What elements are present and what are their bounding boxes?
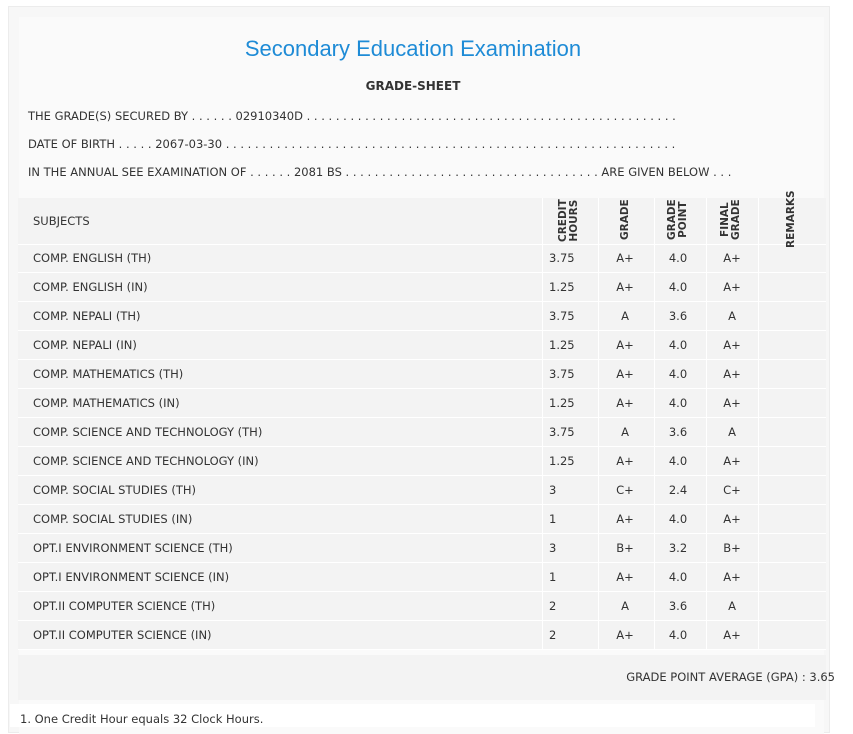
grade-cell: A — [621, 599, 629, 613]
credit-hours-cell: 3.75 — [549, 309, 575, 323]
grade-point-cell: 4.0 — [668, 570, 688, 584]
grade-point-cell: 3.6 — [668, 309, 688, 323]
header-grade-point: GRADE POINT — [666, 199, 689, 240]
gpa-summary: GRADE POINT AVERAGE (GPA) : 3.65 — [626, 670, 835, 684]
grade-point-cell: 4.0 — [668, 628, 688, 642]
header-grade: GRADE — [619, 199, 631, 240]
credit-hours-cell: 2 — [549, 628, 557, 642]
final-grade-cell: A+ — [723, 338, 741, 352]
table-row — [18, 563, 826, 592]
grade-point-cell: 3.6 — [668, 425, 688, 439]
info-examination-year: IN THE ANNUAL SEE EXAMINATION OF . . . . . . 2081 BS . . . . . . . . . . . . . . . . . . . . . . . . . . . . . . . . . . . ARE GIVEN BELOW . . . — [28, 165, 732, 179]
header-final-grade: FINAL GRADE — [719, 199, 742, 240]
subject-cell: COMP. MATHEMATICS (TH) — [33, 367, 184, 381]
grade-cell: A+ — [616, 251, 634, 265]
credit-hours-cell: 3.75 — [549, 251, 575, 265]
table-row — [18, 418, 826, 447]
info-date-of-birth: DATE OF BIRTH . . . . . 2067-03-30 . . . . . . . . . . . . . . . . . . . . . . . . . . . . . . . . . . . . . . . . . . . . . . . . . . . . . . . . . . . . . . — [28, 137, 676, 151]
final-grade-cell: A+ — [723, 396, 741, 410]
subject-cell: OPT.I ENVIRONMENT SCIENCE (TH) — [33, 541, 233, 555]
subject-cell: COMP. SCIENCE AND TECHNOLOGY (TH) — [33, 425, 263, 439]
final-grade-cell: C+ — [723, 483, 741, 497]
grade-point-cell: 2.4 — [668, 483, 688, 497]
subject-cell: COMP. NEPALI (IN) — [33, 338, 137, 352]
subject-cell: COMP. SOCIAL STUDIES (TH) — [33, 483, 197, 497]
subject-cell: COMP. SOCIAL STUDIES (IN) — [33, 512, 193, 526]
final-grade-cell: A+ — [723, 570, 741, 584]
grade-cell: C+ — [616, 483, 634, 497]
grade-point-cell: 4.0 — [668, 338, 688, 352]
table-row — [18, 273, 826, 302]
credit-hours-cell: 1.25 — [549, 454, 575, 468]
subject-cell: COMP. MATHEMATICS (IN) — [33, 396, 180, 410]
grade-point-cell: 4.0 — [668, 280, 688, 294]
table-row — [18, 302, 826, 331]
final-grade-cell: A+ — [723, 367, 741, 381]
grade-point-cell: 3.6 — [668, 599, 688, 613]
table-header-row — [18, 190, 826, 248]
credit-hours-cell: 3.75 — [549, 367, 575, 381]
header-credit-hours: CREDIT HOURS — [557, 199, 580, 242]
credit-hours-cell: 2 — [549, 599, 557, 613]
footnote: 1. One Credit Hour equals 32 Clock Hours. — [20, 712, 264, 726]
subject-cell: COMP. NEPALI (TH) — [33, 309, 141, 323]
grade-point-cell: 4.0 — [668, 512, 688, 526]
credit-hours-cell: 3.75 — [549, 425, 575, 439]
table-row — [18, 476, 826, 505]
credit-hours-cell: 3 — [549, 483, 557, 497]
final-grade-cell: A+ — [723, 280, 741, 294]
final-grade-cell: B+ — [723, 541, 741, 555]
credit-hours-cell: 1.25 — [549, 338, 575, 352]
credit-hours-cell: 1 — [549, 512, 557, 526]
table-row — [18, 621, 826, 650]
grade-point-cell: 4.0 — [668, 454, 688, 468]
page-subtitle: GRADE-SHEET — [365, 79, 461, 93]
grade-cell: A — [621, 309, 629, 323]
table-row — [18, 534, 826, 563]
table-row — [18, 331, 826, 360]
table-row — [18, 244, 826, 273]
grade-cell: A+ — [616, 338, 634, 352]
subject-cell: COMP. ENGLISH (IN) — [33, 280, 148, 294]
grade-cell: A — [621, 425, 629, 439]
credit-hours-cell: 1.25 — [549, 280, 575, 294]
table-row — [18, 592, 826, 621]
grade-cell: A+ — [616, 396, 634, 410]
table-row — [18, 505, 826, 534]
table-row — [18, 389, 826, 418]
page-title: Secondary Education Examination — [244, 36, 582, 61]
credit-hours-cell: 3 — [549, 541, 557, 555]
credit-hours-cell: 1.25 — [549, 396, 575, 410]
subject-cell: OPT.II COMPUTER SCIENCE (IN) — [33, 628, 212, 642]
table-row — [18, 447, 826, 476]
final-grade-cell: A — [728, 425, 736, 439]
grade-point-cell: 4.0 — [668, 367, 688, 381]
final-grade-cell: A — [728, 599, 736, 613]
grade-cell: A+ — [616, 628, 634, 642]
subject-cell: OPT.I ENVIRONMENT SCIENCE (IN) — [33, 570, 230, 584]
grade-point-cell: 4.0 — [668, 396, 688, 410]
final-grade-cell: A+ — [723, 454, 741, 468]
subject-cell: OPT.II COMPUTER SCIENCE (TH) — [33, 599, 216, 613]
info-grade-secured-by: THE GRADE(S) SECURED BY . . . . . . 02910340D . . . . . . . . . . . . . . . . . . . . . . . . . . . . . . . . . . . . . . . . . . . . . . . . . . . — [28, 109, 676, 123]
table-row — [18, 360, 826, 389]
grade-cell: A+ — [616, 570, 634, 584]
header-subjects: SUBJECTS — [33, 214, 90, 228]
grade-cell: A+ — [616, 367, 634, 381]
subject-cell: COMP. ENGLISH (TH) — [33, 251, 152, 265]
final-grade-cell: A — [728, 309, 736, 323]
grade-point-cell: 3.2 — [668, 541, 688, 555]
header-remarks: REMARKS — [785, 190, 797, 248]
subject-cell: COMP. SCIENCE AND TECHNOLOGY (IN) — [33, 454, 259, 468]
final-grade-cell: A+ — [723, 251, 741, 265]
grade-point-cell: 4.0 — [668, 251, 688, 265]
credit-hours-cell: 1 — [549, 570, 557, 584]
final-grade-cell: A+ — [723, 512, 741, 526]
grade-cell: A+ — [616, 512, 634, 526]
grade-cell: B+ — [616, 541, 634, 555]
grade-table — [18, 190, 826, 650]
grade-cell: A+ — [616, 454, 634, 468]
final-grade-cell: A+ — [723, 628, 741, 642]
grade-cell: A+ — [616, 280, 634, 294]
